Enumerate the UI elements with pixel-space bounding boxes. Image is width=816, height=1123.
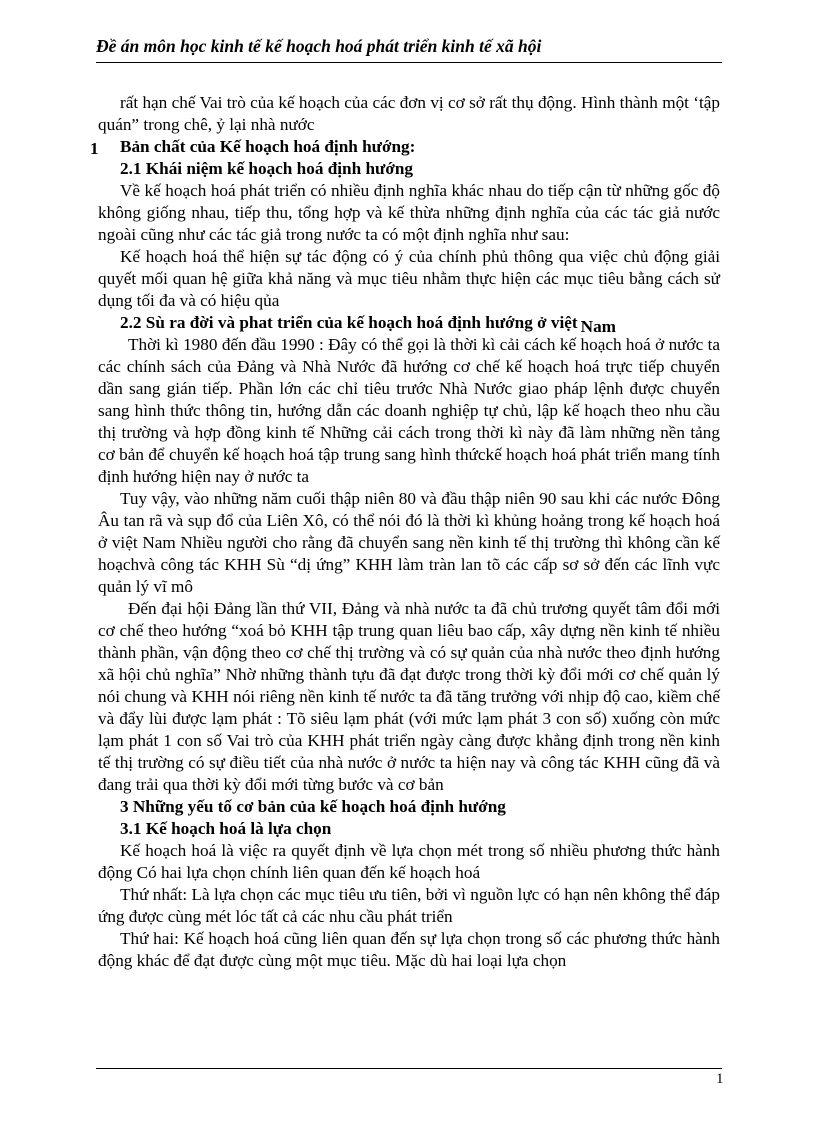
paragraph: Thời kì 1980 đến đầu 1990 : Đây có thể gọi là thời kì cải cách kế hoạch hoá ở nước ta các chính sách của Đảng và Nhà Nước đã hướng cơ chế kế hoạch hoá trực tiếp chuyển dần sang gián tiếp. Phần lớn các chỉ tiêu trước Nhà Nước giao pháp lệnh được chuyển sang hình thức thông tin, hướng dẫn các doanh nghiệp tự chủ, lập kế hoạch theo nhu cầu thị trường và hợp đồng kinh tế Những cải cách trong thời kì này đã làm những nền tảng cơ bản để chuyển kế hoạch hoá tập trung sang hình thứckế hoạch hoá phát triển mang tính định hướng hiện nay ở nước ta xyxy=(98,335,720,486)
paragraph: Kế hoạch hoá thể hiện sự tác động có ý của chính phủ thông qua việc chủ động giải quyết mối quan hệ giữa khả năng và mục tiêu nhằm thực hiện các mục tiêu bằng cách sử dụng tối đa và có hiệu qủa xyxy=(98,247,720,310)
paragraph: Đến đại hội Đảng lần thứ VII, Đảng và nhà nước ta đã chủ trương quyết tâm đổi mới cơ chế theo hướng “xoá bỏ KHH tập trung quan liêu bao cấp, xây dựng nền kinh tế nhiều thành phần, vận động theo cơ chế thị trường và có sự quản của nhà nước theo định hướng xã hội chủ nghĩa” Nhờ những thành tựu đã đạt được trong thời kỳ đổi mới cơ chế quản lý nói chung và KHH nói riêng nền kinh tế nước ta đã tăng trưởng với nhịp độ cao, kiềm chế và đẩy lùi được lạm phát : Tõ siêu lạm phát (với mức lạm phát 3 con số) xuống còn mức lạm phát 1 con số Vai trò của KHH phát triển ngày càng được khẳng định trong nền kinh tế thị trường có sự điều tiết của nhà nước ở nước ta hiện nay và công tác KHH cũng đã và đang trải qua thời kỳ đổi mới từng bước và cơ bản xyxy=(98,599,720,794)
paragraph: Về kế hoạch hoá phát triển có nhiều định nghĩa khác nhau do tiếp cận từ những gốc độ không giống nhau, tiếp thu, tổng hợp và kế thừa những định nghĩa của các tác giả nước ngoài cũng như các tác giả trong nước ta có một định nghĩa như sau: xyxy=(98,181,720,244)
page-header: Đề án môn học kinh tế kế hoạch hoá phát triển kinh tế xã hội xyxy=(96,36,542,56)
document-body xyxy=(90,92,720,972)
header-rule xyxy=(96,62,722,63)
paragraph: Thứ hai: Kế hoạch hoá cũng liên quan đến sự lựa chọn trong số các phương thức hành động khác để đạt được cùng một mục tiêu. Mặc dù hai loại lựa chọn xyxy=(98,929,720,970)
heading-tail: Nam xyxy=(580,317,616,336)
paragraph: rất hạn chế Vai trò của kế hoạch của các đơn vị cơ sở rất thụ động. Hình thành một ‘tập quán” trong chê, ỷ lại nhà nước xyxy=(98,93,720,134)
heading-3-1: 3.1 Kế hoạch hoá là lựa chọn xyxy=(120,819,332,838)
page-number: 1 xyxy=(716,1071,724,1087)
paragraph: Kế hoạch hoá là việc ra quyết định về lựa chọn mét trong số nhiều phương thức hành động Có hai lựa chọn chính liên quan đến kế hoạch hoá xyxy=(98,841,720,882)
heading-number: 1 xyxy=(90,139,99,158)
heading-2-2 xyxy=(98,312,720,334)
paragraph: Thứ nhất: Là lựa chọn các mục tiêu ưu tiên, bởi vì nguồn lực có hạn nên không thể đáp ứng được cùng mét lóc tất cả các nhu cầu phát triển xyxy=(98,885,720,926)
heading-text: 2.2 Sù ra đời và phat triển của kế hoạch hoá định hướng ở việt xyxy=(120,313,578,332)
footer-rule xyxy=(96,1068,722,1069)
heading-3: 3 Những yếu tố cơ bản của kế hoạch hoá định hướng xyxy=(120,797,506,816)
heading-text: Bản chất của Kế hoạch hoá định hướng: xyxy=(120,137,416,156)
heading-1 xyxy=(90,136,720,158)
heading-2-1: 2.1 Khái niệm kế hoạch hoá định hướng xyxy=(120,159,414,178)
paragraph: Tuy vậy, vào những năm cuối thập niên 80 và đầu thập niên 90 sau khi các nước Đông Âu tan rã và sụp đổ của Liên Xô, có thể nói đó là thời kì khủng hoảng trong kế hoạch hoá ở việt Nam Nhiều người cho rằng đã chuyển sang nền kinh tế thị trường thì không cần kế hoạchvà công tác KHH Sù “dị ứng” KHH làm tràn lan tõ các cấp sơ sở đến các lĩnh vực quản lý vĩ mô xyxy=(98,489,720,596)
